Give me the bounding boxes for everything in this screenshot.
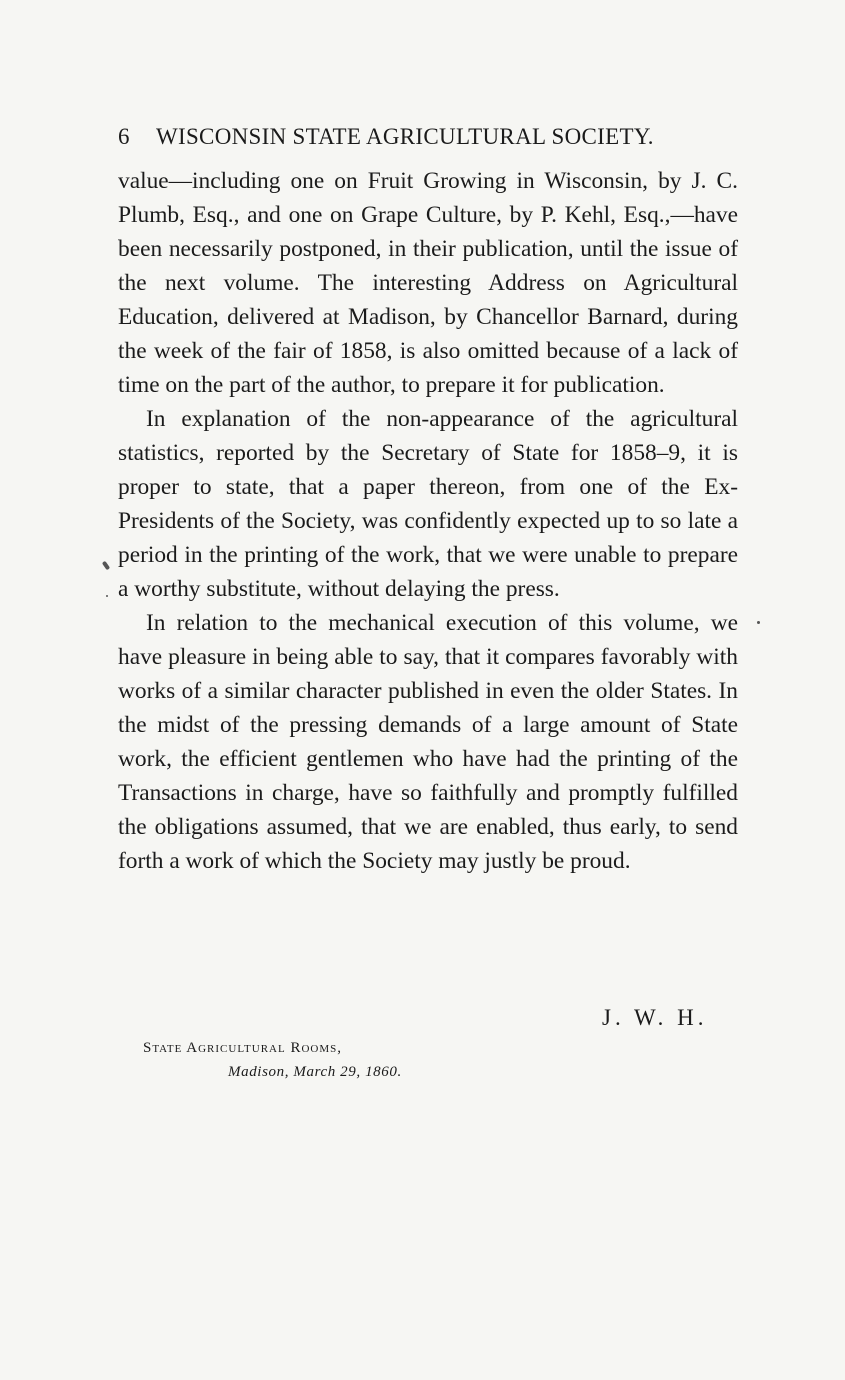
signature: J. W. H. — [602, 1005, 708, 1030]
ink-mark — [102, 561, 110, 571]
paragraph-2: In explanation of the non-appearance of the agricultural statistics, reported by the Secretary of State for 1858–9, it is proper to state, that a paper thereon, from one of the Ex-Presidents of the Society, was confidently expected up to so late a period in the printing of the work, that we were unable to prepare a worthy substitute, without delaying the press. — [118, 406, 738, 602]
running-title: WISCONSIN STATE AGRICULTURAL SOCIETY. — [156, 124, 654, 149]
body-text — [118, 164, 738, 878]
paragraph-3: In relation to the mechanical execution of this volume, we have pleasure in being able to say, that it compares favorably with works of a similar character published in even the older States. In the midst of the pressing demands of a large amount of State work, the efficient gentlemen who have had the printing of the Transactions in charge, have so faithfully and promptly fulfilled the obligations assumed, that we are enabled, thus early, to send forth a work of which the Society may justly be proud. — [118, 610, 738, 874]
paragraph-1: value—including one on Fruit Growing in Wisconsin, by J. C. Plumb, Esq., and one on Grape Culture, by P. Kehl, Esq.,—have been necessarily postponed, in their publication, until the issue of the next volume. The interesting Address on Agricultural Education, delivered at Madison, by Chancellor Barnard, during the week of the fair of 1858, is also omitted because of a lack of time on the part of the author, to prepare it for publication. — [118, 168, 738, 398]
page-header — [118, 124, 738, 154]
dateline-date: Madison, March 29, 1860. — [228, 1064, 402, 1080]
dateline-place: State Agricultural Rooms, — [143, 1040, 342, 1056]
ink-speck — [106, 595, 108, 597]
ink-speck — [757, 621, 760, 624]
page-number: 6 — [118, 124, 130, 149]
